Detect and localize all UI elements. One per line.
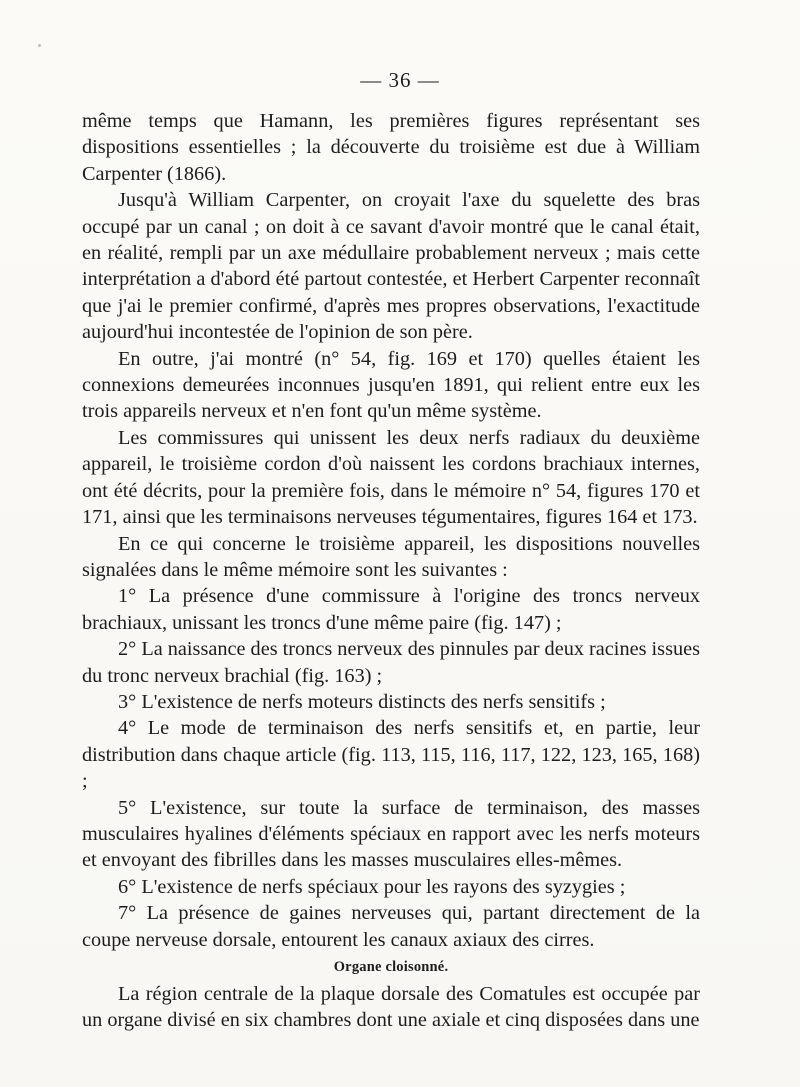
section-paragraph: La région centrale de la plaque dorsale des Comatules est occupée par un organe divisé en six chambres dont une axiale et cinq disposées dans une bbox=[82, 983, 700, 1032]
paragraph-continuation: même temps que Hamann, les premières figures représentant ses dispositions essentielles ; la découverte du troisième est due à William Carpenter (1866). bbox=[82, 110, 700, 185]
paper-speck bbox=[38, 44, 41, 47]
list-item-5: 5° L'existence, sur toute la surface de terminaison, des masses musculaires hyalines d'éléments spéciaux en rapport avec les nerfs moteurs et envoyant des fibrilles dans les masses musculaires elles-mêmes. bbox=[82, 796, 700, 872]
section-title: Organe cloisonné. bbox=[333, 959, 449, 975]
paragraph-commissures: Les commissures qui unissent les deux nerfs radiaux du deuxième appareil, le troisième cordon d'où naissent les cordons brachiaux internes, ont été décrits, pour la première fois, dans le mémoire n° 54, figures 170 et 171, ainsi que les terminaisons nerveuses tégumentaires, figures 164 et 173. bbox=[82, 426, 700, 529]
list-item-6: 6° L'existence de nerfs spéciaux pour les rayons des syzygies ; bbox=[118, 875, 626, 898]
paragraph-third-apparatus: En ce qui concerne le troisième appareil, les dispositions nouvelles signalées dans le même mémoire sont les suivantes : bbox=[82, 532, 700, 581]
body-text bbox=[82, 108, 700, 1034]
list-item-2: 2° La naissance des troncs nerveux des pinnules par deux racines issues du tronc nerveux brachial (fig. 163) ; bbox=[82, 638, 701, 687]
paragraph-carpenter: Jusqu'à William Carpenter, on croyait l'axe du squelette des bras occupé par un canal ; on doit à ce savant d'avoir montré que le canal était, en réalité, rempli par un axe médullaire probablement nerveux ; mais cette interprétation a d'abord été partout contestée, et Herbert Carpenter reconnaît que j'ai le premier confirmé, d'après mes propres observations, l'exactitude aujourd'hui incontestée de l'opinion de son père. bbox=[82, 189, 700, 344]
list-item-1: 1° La présence d'une commissure à l'origine des troncs nerveux brachiaux, unissant les troncs d'une même paire (fig. 147) ; bbox=[82, 585, 700, 634]
list-item-4: 4° Le mode de terminaison des nerfs sensitifs et, en partie, leur distribution dans chaque article (fig. 113, 115, 116, 117, 122, 123, 165, 168) ; bbox=[82, 717, 700, 793]
list-item-3: 3° L'existence de nerfs moteurs distincts des nerfs sensitifs ; bbox=[118, 690, 606, 713]
paragraph-connexions: En outre, j'ai montré (n° 54, fig. 169 et 170) quelles étaient les connexions demeurées inconnues jusqu'en 1891, qui relient entre eux les trois appareils nerveux et n'en font qu'un même système. bbox=[82, 347, 700, 423]
list-item-7: 7° La présence de gaines nerveuses qui, partant directement de la coupe nerveuse dorsale, entourent les canaux axiaux des cirres. bbox=[82, 902, 700, 951]
page-number: — 36 — bbox=[360, 68, 440, 92]
